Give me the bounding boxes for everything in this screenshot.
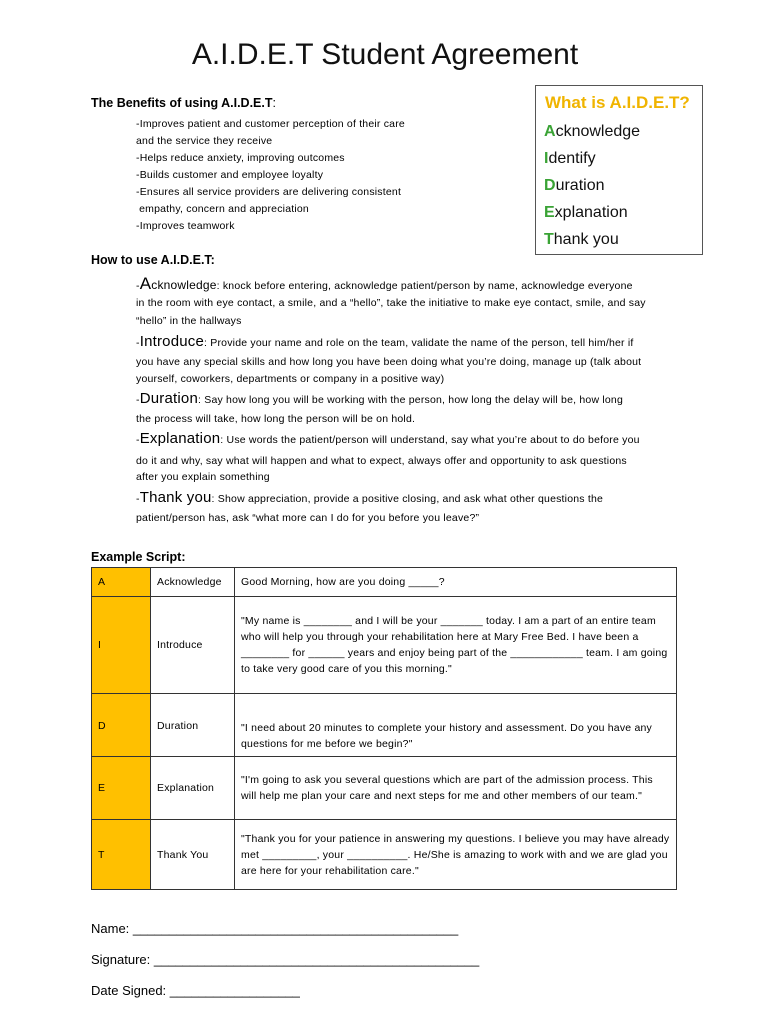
what-is-aidet-box	[535, 85, 703, 255]
benefits-list	[136, 116, 405, 235]
howto-duration-text: : Say how long you will be working with the person, how long the delay will be, how long	[198, 394, 623, 406]
table-row	[92, 820, 677, 890]
dash: -	[136, 394, 140, 406]
dash: -	[136, 434, 140, 446]
howto-explanation-line1	[136, 430, 640, 447]
aidet-word: xplanation	[554, 204, 628, 221]
script-step: Acknowledge	[151, 568, 235, 597]
howto-heading: How to use A.I.D.E.T:	[91, 253, 215, 267]
howto-duration-line1	[136, 390, 623, 407]
script-text: Good Morning, how are you doing _____?	[235, 568, 677, 597]
howto-thankyou-text: : Show appreciation, provide a positive closing, and ask what other questions the	[211, 493, 604, 505]
aidet-letter: I	[544, 150, 549, 167]
table-row	[92, 597, 677, 694]
howto-acknowledge-line2: in the room with eye contact, a smile, and a “hello”, take the initiative to make eye contact, smile, and say	[136, 297, 646, 309]
howto-explanation-term: Explanation	[139, 430, 221, 447]
script-letter: D	[92, 694, 151, 757]
script-letter: I	[92, 597, 151, 694]
signature-field[interactable]: Signature: _____________________________________________	[91, 952, 480, 967]
howto-acknowledge-initial: A	[139, 274, 152, 293]
script-letter: E	[92, 757, 151, 820]
script-step: Introduce	[151, 597, 235, 694]
benefit-item: -Improves teamwork	[136, 220, 235, 232]
howto-thankyou-line2: patient/person has, ask “what more can I do for you before you leave?”	[136, 512, 480, 524]
howto-explanation-text: : Use words the patient/person will understand, say what you’re about to do before you	[220, 434, 640, 446]
aidet-word: uration	[555, 177, 605, 194]
aidet-letter: A	[544, 123, 556, 140]
what-is-aidet-title: What is A.I.D.E.T?	[545, 93, 690, 112]
benefit-item: empathy, concern and appreciation	[136, 203, 309, 215]
benefit-item: -Improves patient and customer perception of their care	[136, 118, 405, 130]
benefits-heading-colon: :	[272, 96, 276, 110]
script-text: "Thank you for your patience in answering my questions. I believe you may have already met _________, your __________. He/She is amazing to work with and we are glad you are here for your rehabilitation care."	[235, 820, 677, 890]
aidet-word: dentify	[548, 150, 596, 167]
script-text: "I'm going to ask you several questions which are part of the admission process. This will help me plan your care and next steps for me and other members of our team."	[235, 757, 677, 820]
howto-explanation-line3: after you explain something	[136, 471, 270, 483]
howto-acknowledge-term: cknowledge	[151, 278, 217, 292]
name-field[interactable]: Name: _____________________________________________	[91, 921, 459, 936]
howto-introduce-term: Introduce	[139, 333, 205, 350]
aidet-item-acknowledge	[544, 123, 640, 141]
example-script-table	[91, 567, 677, 890]
howto-explanation-line2: do it and why, say what will happen and what to expect, always offer and opportunity to ask questions	[136, 455, 627, 467]
howto-acknowledge-line1	[136, 274, 633, 294]
howto-thankyou-line1	[136, 489, 603, 506]
page-title: A.I.D.E.T Student Agreement	[191, 38, 579, 71]
table-row	[92, 757, 677, 820]
howto-duration-term: Duration	[139, 390, 198, 407]
script-step: Duration	[151, 694, 235, 757]
aidet-letter: T	[544, 231, 554, 248]
dash: -	[136, 493, 140, 505]
aidet-letter: D	[544, 177, 556, 194]
example-script-heading: Example Script:	[91, 550, 186, 564]
script-step: Thank You	[151, 820, 235, 890]
aidet-item-thank-you	[544, 231, 619, 249]
benefit-item: -Ensures all service providers are delivering consistent	[136, 186, 402, 198]
howto-acknowledge-text: : knock before entering, acknowledge patient/person by name, acknowledge everyone	[216, 280, 633, 292]
script-letter: T	[92, 820, 151, 890]
aidet-word: cknowledge	[555, 123, 641, 140]
howto-introduce-line2: you have any special skills and how long you have been doing what you’re doing, manage up (talk about	[136, 356, 642, 368]
benefits-heading	[91, 96, 276, 110]
howto-introduce-line1	[136, 333, 634, 350]
script-letter: A	[92, 568, 151, 597]
dash: -	[136, 280, 140, 292]
table-row	[92, 694, 677, 757]
dash: -	[136, 337, 140, 349]
benefits-heading-text: The Benefits of using A.I.D.E.T	[91, 96, 273, 110]
howto-acknowledge-line3: “hello” in the hallways	[136, 315, 242, 327]
benefit-item: and the service they receive	[136, 135, 273, 147]
howto-introduce-text: : Provide your name and role on the team, validate the name of the person, tell him/her if	[204, 337, 634, 349]
table-row	[92, 568, 677, 597]
aidet-item-explanation	[544, 204, 628, 222]
aidet-word: hank you	[553, 231, 619, 248]
script-text: "I need about 20 minutes to complete your history and assessment. Do you have any questions for me before we begin?"	[235, 694, 677, 757]
howto-introduce-line3: yourself, coworkers, departments or company in a positive way)	[136, 373, 445, 385]
howto-thankyou-term: Thank you	[139, 489, 212, 506]
script-text: "My name is ________ and I will be your _______ today. I am a part of an entire team who will help you through your rehabilitation here at Mary Free Bed. I have been a ________ for ______ years and enjoy being part of the ____________ team. I am going to take very good care of you this morning."	[235, 597, 677, 694]
aidet-item-duration	[544, 177, 604, 195]
aidet-item-identify	[544, 150, 596, 168]
aidet-letter: E	[544, 204, 555, 221]
date-signed-field[interactable]: Date Signed: __________________	[91, 983, 300, 998]
script-step: Explanation	[151, 757, 235, 820]
benefit-item: -Builds customer and employee loyalty	[136, 169, 324, 181]
benefit-item: -Helps reduce anxiety, improving outcomes	[136, 152, 345, 164]
howto-duration-line2: the process will take, how long the person will be on hold.	[136, 413, 416, 425]
